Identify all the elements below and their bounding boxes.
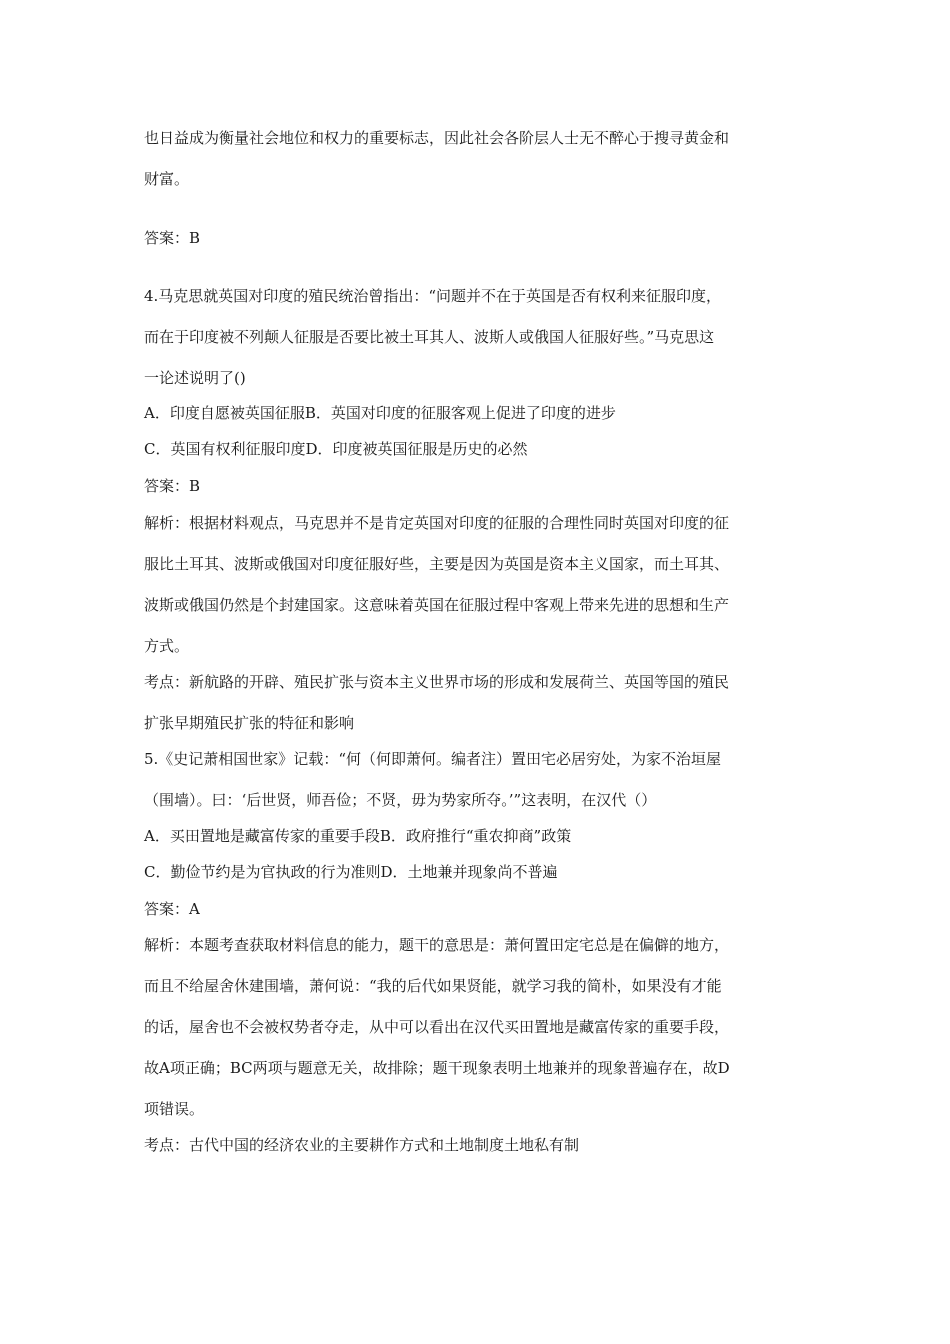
topic-q4-line-2: 扩张早期殖民扩张的特征和影响 (144, 714, 355, 732)
analysis-q5-line-4: 故A项正确；BC两项与题意无关，故排除；题干现象表明土地兼并的现象普遍存在，故D (144, 1059, 730, 1077)
analysis-q4-line-4: 方式。 (144, 637, 190, 655)
question-5-line-1: 5.《史记萧相国世家》记载：“何（何即萧何。编者注）置田宅必居穷处，为家不治垣屋 (144, 750, 721, 768)
answer-q3: 答案：B (144, 229, 201, 247)
topic-q4-line-1: 考点：新航路的开辟、殖民扩张与资本主义世界市场的形成和发展荷兰、英国等国的殖民 (144, 673, 730, 691)
question-5-options-ab: A．买田置地是藏富传家的重要手段B．政府推行“重农抑商”政策 (144, 827, 572, 845)
analysis-q5-line-2: 而且不给屋舍休建围墙，萧何说：“我的后代如果贤能，就学习我的简朴，如果没有才能 (144, 977, 722, 995)
analysis-q5-line-1: 解析：本题考查获取材料信息的能力，题干的意思是：萧何置田定宅总是在偏僻的地方， (144, 936, 730, 954)
question-4-options-ab: A．印度自愿被英国征服B．英国对印度的征服客观上促进了印度的进步 (144, 404, 616, 422)
question-4-line-1: 4.马克思就英国对印度的殖民统治曾指出：“问题并不在于英国是否有权利来征服印度， (144, 287, 721, 305)
question-5-options-cd: C．勤俭节约是为官执政的行为准则D．土地兼并现象尚不普遍 (144, 863, 558, 881)
analysis-q5-line-5: 项错误。 (144, 1100, 205, 1118)
topic-q5: 考点：古代中国的经济农业的主要耕作方式和土地制度土地私有制 (144, 1136, 580, 1154)
answer-q5: 答案：A (144, 900, 200, 918)
text-line-prev-analysis-1: 也日益成为衡量社会地位和权力的重要标志，因此社会各阶层人士无不醉心于搜寻黄金和 (144, 129, 730, 147)
question-4-line-3: 一论述说明了() (144, 369, 246, 387)
question-4-options-cd: C．英国有权利征服印度D．印度被英国征服是历史的必然 (144, 440, 528, 458)
analysis-q5-line-3: 的话，屋舍也不会被权势者夺走，从中可以看出在汉代买田置地是藏富传家的重要手段， (144, 1018, 730, 1036)
question-5-line-2: （围墙）。曰：‘后世贤，师吾俭；不贤，毋为势家所夺。’”这表明，在汉代（） (144, 791, 657, 809)
analysis-q4-line-3: 波斯或俄国仍然是个封建国家。这意味着英国在征服过程中客观上带来先进的思想和生产 (144, 596, 730, 614)
text-line-prev-analysis-2: 财富。 (144, 170, 190, 188)
question-4-line-2: 而在于印度被不列颠人征服是否要比被土耳其人、波斯人或俄国人征服好些。”马克思这 (144, 328, 715, 346)
analysis-q4-line-2: 服比土耳其、波斯或俄国对印度征服好些，主要是因为英国是资本主义国家，而土耳其、 (144, 555, 730, 573)
answer-q4: 答案：B (144, 477, 201, 495)
analysis-q4-line-1: 解析：根据材料观点，马克思并不是肯定英国对印度的征服的合理性同时英国对印度的征 (144, 514, 730, 532)
